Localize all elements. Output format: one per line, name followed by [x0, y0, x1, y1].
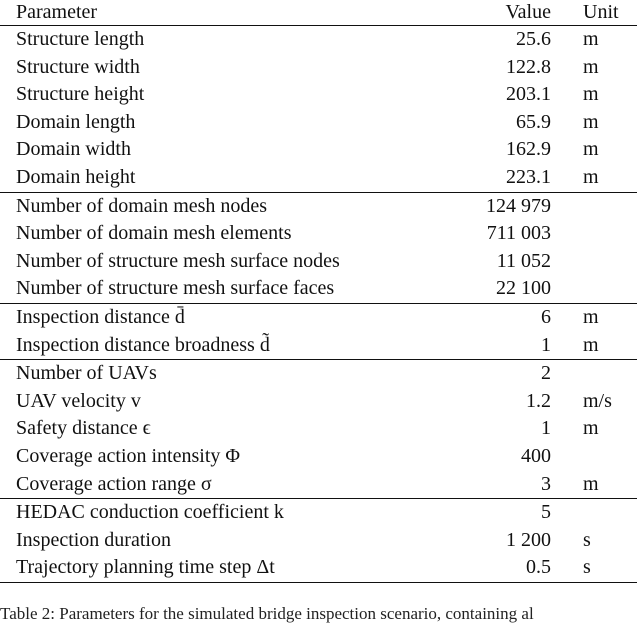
- value-cell: 6: [541, 305, 551, 328]
- value-cell: 223.1: [506, 165, 551, 188]
- unit-cell: m: [583, 472, 599, 495]
- table-row: [0, 248, 637, 276]
- unit-cell: m: [583, 110, 599, 133]
- unit-cell: m: [583, 165, 599, 188]
- value-cell: 122.8: [506, 55, 551, 78]
- parameter-cell: Coverage action intensity Φ: [16, 444, 241, 467]
- value-cell: 1: [541, 333, 551, 356]
- table-row: [0, 25, 637, 54]
- table-row: [0, 275, 637, 303]
- header-value: Value: [505, 1, 551, 23]
- value-cell: 22 100: [496, 277, 551, 300]
- table-row: [0, 443, 637, 471]
- parameter-cell: Number of UAVs: [16, 362, 157, 385]
- parameter-cell: Trajectory planning time step Δt: [16, 556, 275, 579]
- value-cell: 25.6: [516, 28, 551, 50]
- parameter-cell: Number of structure mesh surface nodes: [16, 249, 340, 272]
- value-cell: 3: [541, 472, 551, 495]
- unit-cell: m: [583, 333, 599, 356]
- unit-cell: s: [583, 556, 591, 579]
- value-cell: 162.9: [506, 138, 551, 161]
- parameter-cell: Coverage action range σ: [16, 472, 212, 495]
- header-unit: Unit: [583, 1, 619, 23]
- unit-cell: m: [583, 305, 599, 328]
- value-cell: 1.2: [526, 389, 551, 412]
- table-row: [0, 54, 637, 82]
- table-row: [0, 359, 637, 388]
- unit-cell: m: [583, 83, 599, 106]
- parameter-cell: Number of structure mesh surface faces: [16, 277, 335, 300]
- header-parameter: Parameter: [16, 1, 98, 23]
- unit-cell: m: [583, 417, 599, 440]
- unit-cell: s: [583, 528, 591, 551]
- table-row: [0, 303, 637, 332]
- parameter-cell: Domain width: [16, 138, 131, 161]
- value-cell: 1 200: [506, 528, 551, 551]
- parameter-cell: HEDAC conduction coefficient k: [16, 501, 284, 524]
- unit-cell: m: [583, 28, 599, 50]
- parameter-cell: Domain length: [16, 110, 136, 133]
- table-caption: Table 2: Parameters for the simulated bridge inspection scenario, containing al: [0, 604, 534, 623]
- value-cell: 0.5: [526, 556, 551, 579]
- table-row: [0, 415, 637, 443]
- parameter-cell: Inspection distance broadness d̃: [16, 333, 270, 356]
- value-cell: 2: [541, 362, 551, 385]
- table-row: [0, 332, 637, 360]
- table-row: [0, 388, 637, 416]
- unit-cell: m/s: [583, 389, 612, 412]
- value-cell: 5: [541, 501, 551, 524]
- table-row: [0, 109, 637, 137]
- parameter-cell: Structure length: [16, 28, 145, 50]
- value-cell: 400: [521, 444, 551, 467]
- parameter-cell: UAV velocity v: [16, 389, 141, 412]
- parameter-cell: Number of domain mesh elements: [16, 222, 292, 245]
- table-row: [0, 192, 637, 221]
- parameter-cell: Structure height: [16, 83, 145, 106]
- value-cell: 1: [541, 417, 551, 440]
- table-row: [0, 136, 637, 164]
- parameter-cell: Safety distance ϵ: [16, 417, 151, 440]
- table-row: [0, 554, 637, 583]
- table-row: [0, 164, 637, 192]
- parameter-cell: Inspection distance d̄: [16, 305, 185, 328]
- table-row: [0, 471, 637, 499]
- parameter-cell: Domain height: [16, 165, 136, 188]
- value-cell: 11 052: [496, 249, 551, 272]
- table-row: [0, 498, 637, 527]
- value-cell: 711 003: [486, 222, 551, 245]
- unit-cell: m: [583, 55, 599, 78]
- value-cell: 124 979: [486, 194, 551, 217]
- parameter-cell: Structure width: [16, 55, 140, 78]
- table-row: [0, 81, 637, 109]
- table-row: [0, 527, 637, 555]
- value-cell: 65.9: [516, 110, 551, 133]
- unit-cell: m: [583, 138, 599, 161]
- table-row: [0, 220, 637, 248]
- parameter-cell: Number of domain mesh nodes: [16, 194, 268, 217]
- value-cell: 203.1: [506, 83, 551, 106]
- table-header: [0, 0, 637, 25]
- table-body: [0, 25, 637, 583]
- parameter-cell: Inspection duration: [16, 528, 171, 551]
